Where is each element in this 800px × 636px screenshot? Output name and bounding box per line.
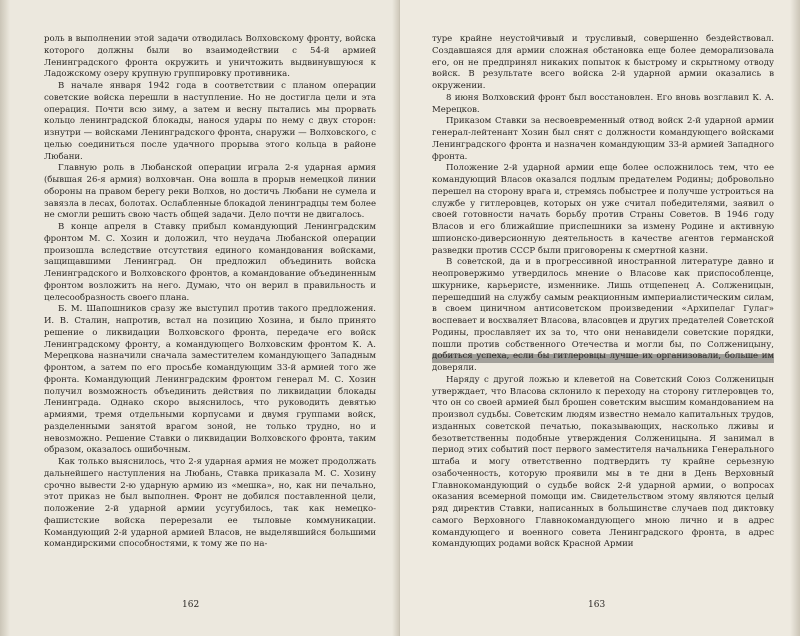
paragraph: Положение 2-й ударной армии еще более осложнилось тем, что ее командующий Власов оказался подлым предателем Родины; добровольно перешел на сторону врага и, стремясь побыстрее и получше устроиться на службе у гитлеровцев, которых он уже считал победителями, заявил о своей готовности начать борьбу против Страны Советов. В 1946 году Власов и его ближайшие приспешники за измену Родине и активную шпионско-диверсионную деятельность в качестве агентов германской разведки против СССР были приговорены к смертной казни. xyxy=(432,163,774,256)
paragraph: Приказом Ставки за несвоевременный отвод войск 2-й ударной армии генерал-лейтенант Хозин был снят с должности командующего войсками Ленинградского фронта и назначен командующим 33-й армией Западного фронта. xyxy=(432,116,774,162)
page-edge-shadow xyxy=(790,0,800,636)
paragraph: В начале января 1942 года в соответствии с планом операции советские войска перешли в наступление. Но не достигла цели и эта операция. Почти всю зиму, а затем и весну пытались мы прорвать кольцо ленинградской блокады, нанося удары по нему с двух сторон: изнутри — войсками Ленинградского фронта, снаружи — Волховского, с целью соединиться после удачного прорыва этого кольца в районе Любани. xyxy=(44,81,376,162)
page-number: 162 xyxy=(182,600,200,610)
page-number: 163 xyxy=(588,600,606,610)
right-page xyxy=(400,0,800,636)
paragraph: 8 июня Волховский фронт был восстановлен. Его вновь возглавил К. А. Мерецков. xyxy=(432,92,774,115)
paragraph: Наряду с другой ложью и клеветой на Советский Союз Солженицын утверждает, что Власова склонило к переходу на сторону гитлеровцев то, что он со своей армией был брошен советским высшим командованием на произвол судьбы. Советским людям известно немало капитальных трудов, изданных советской печатью, показывающих, насколько лживы и безответственны подобные утверждения Солженицына. Я занимал в период этих событий пост первого заместителя начальника Генерального штаба и могу ответственно подтвердить ту крайне серьезную озабоченность, которую проявили мы в те дни в День Верховный Главнокомандующий о судьбе войск 2-й ударной армии, о вопросах оказания всемерной помощи им. Свидетельством этому являются целый ряд директив Ставки, написанных в большинстве случаев под диктовку самого Верховного Главнокомандующего мною лично и в адрес командующего и военного совета Ленинградского фронта, в адрес командующих родами войск Красной Армии xyxy=(432,374,774,550)
paragraph: Главную роль в Любанской операции играла 2-я ударная армия (бывшая 26-я армия) волховчан. Она вошла в прорыв немецкой линии обороны на правом берегу реки Волхов, но достичь Любани не сумела и завязла в лесах, болотах. Ослабленные блокадой ленинградцы тем более не смогли решить свою часть общей задачи. Дело почти не двигалось. xyxy=(44,163,376,221)
paragraph: роль в выполнении этой задачи отводилась Волховскому фронту, войска которого должны были во взаимодействии с 54-й армией Ленинградского фронта окружить и уничтожить выдвинувшуюся к Ладожскому озеру крупную группировку противника. xyxy=(44,34,376,80)
page-edge-shadow xyxy=(0,0,10,636)
paragraph: Как только выяснилось, что 2-я ударная армия не может продолжать дальнейшего наступления на Любань, Ставка приказала М. С. Хозину срочно вывести 2-ю ударную армию из «мешка», но, как ни печально, этот приказ не был выполнен. Фронт не добился поставленной цели, положение 2-й ударной армии усугубилось, так как немецко-фашистские войска перерезали ее тыловые коммуникации. Командующий 2-й ударной армией Власов, не выделявшийся большими командирскими способностями, к тому же по на- xyxy=(44,457,376,550)
paragraph: туре крайне неустойчивый и трусливый, совершенно бездействовал. Создавшаяся для армии сложная обстановка еще более деморализовала его, он не предпринял никаких попыток к быстрому и скрытному отводу войск. В результате всего войска 2-й ударной армии оказались в окружении. xyxy=(432,34,774,91)
paragraph: В конце апреля в Ставку прибыл командующий Ленинградским фронтом М. С. Хозин и доложил, что неудача Любанской операции произошла вследствие отсутствия единого командования войсками, защищавшими Ленинград. Он предложил объединить войска Ленинградского и Волховского фронтов, а командование объединенным фронтом возложить на него. Думаю, что он верил в правильность и целесообразность своего плана. xyxy=(44,222,376,303)
underlined-paragraph: В советской, да и в прогрессивной иностранной литературе давно и неопровержимо утвердилось мнение о Власове как приспособленце, шкурнике, карьеристе, изменнике. Лишь отщепенец А. Солженицын, перешедший на службу самым реакционным империалистическим силам, в своем циничном антисоветском произведении «Архипелаг Гулаг» воспевает и восхваляет Власова, власовцев и других предателей Советской Родины, прославляет их за то, что они ненавидели советские порядки, пошли против собственного Отечества и могли бы, по Солженицыну, добиться успеха, если бы гитлеровцы лучше их организовали, больше им доверяли. xyxy=(432,257,774,373)
paragraph: Б. М. Шапошников сразу же выступил против такого предложения. И. В. Сталин, напротив, встал на позицию Хозина, и было принято решение о ликвидации Волховского фронта, передаче его войск Ленинградскому фронту, а командующего Волховским фронтом К. А. Мерецкова назначили сначала заместителем командующего Западным фронтом, а затем по его просьбе командующим 33-й армией того же фронта. Командующий Ленинградским фронтом генерал М. С. Хозин получил возможность объединить действия по ликвидации блокады Ленинграда. Однако скоро выяснилось, что руководить девятью армиями, тремя отдельными корпусами и двумя группами войск, разделенными занятой врагом зоной, не только трудно, но и невозможно. Решение Ставки о ликвидации Волховского фронта, таким образом, оказалось ошибочным. xyxy=(44,304,376,456)
